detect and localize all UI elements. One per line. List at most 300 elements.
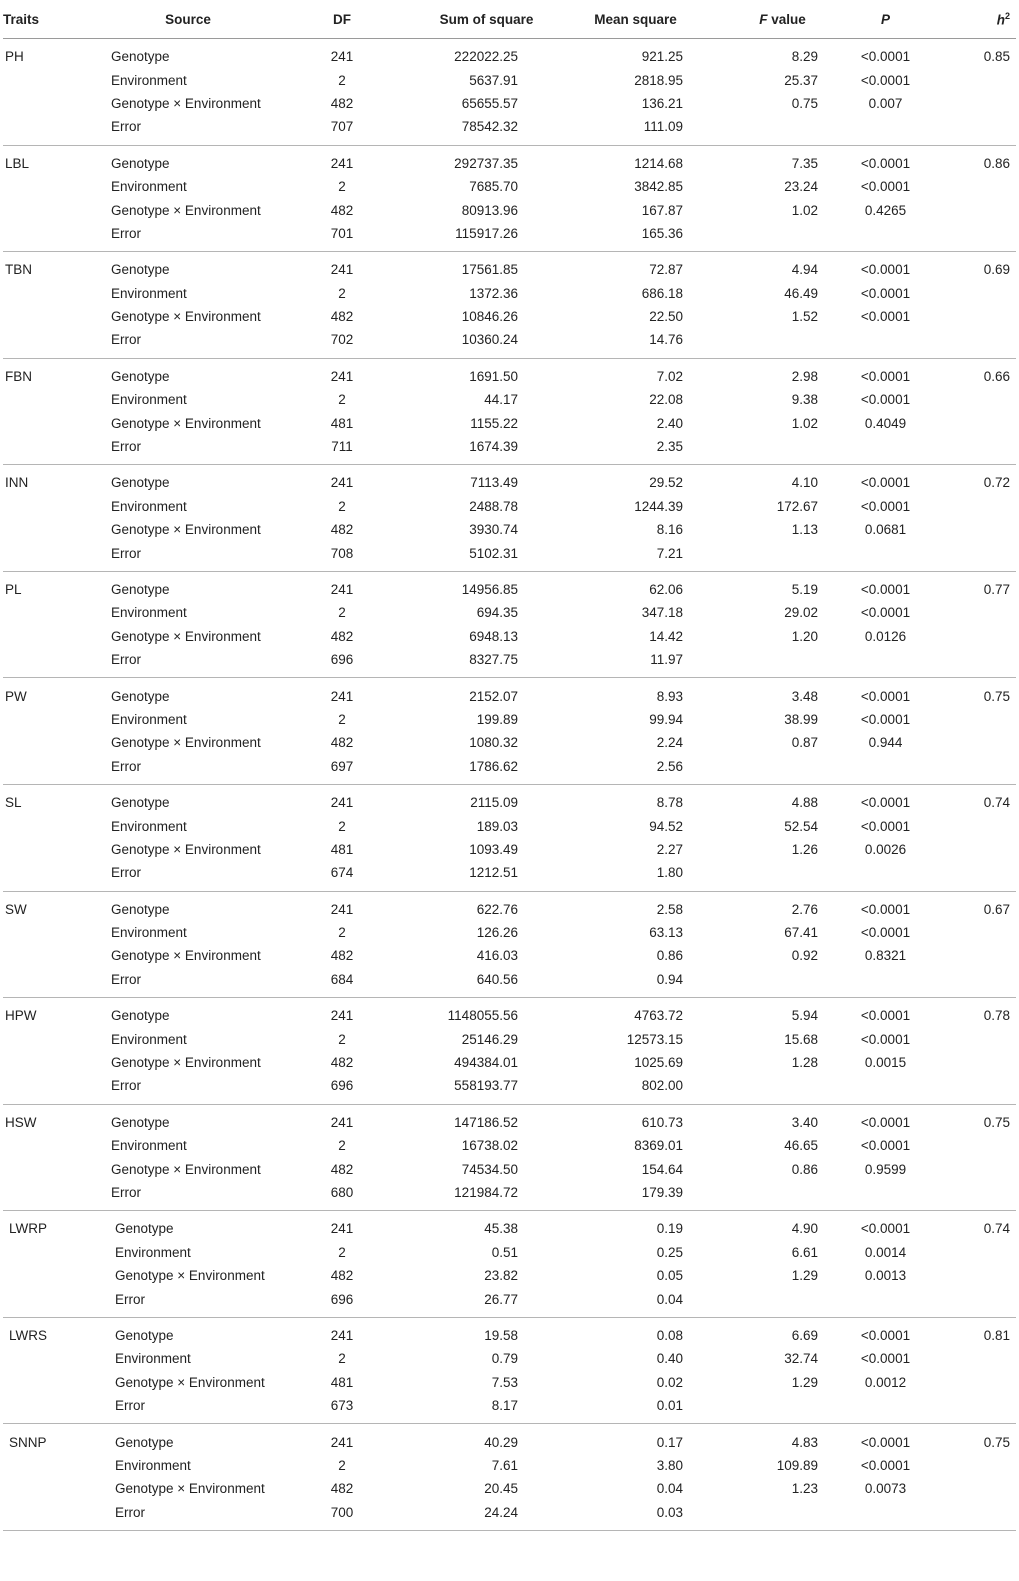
- table-row: [3, 998, 1016, 1028]
- source-cell: Error: [107, 435, 289, 465]
- sum-of-square-cell: 0.51: [491, 1244, 518, 1260]
- p-value-cell: <0.0001: [860, 1457, 911, 1473]
- table-row: [3, 1454, 1016, 1477]
- source-cell: Genotype: [111, 1008, 170, 1024]
- table-row: [3, 708, 1016, 731]
- table-row: [3, 1264, 1016, 1287]
- p-value-cell: <0.0001: [860, 582, 911, 597]
- table-row: [3, 1347, 1016, 1370]
- table-row: [3, 1241, 1016, 1264]
- trait-cell: [3, 1287, 107, 1317]
- heritability-cell: 0.85: [983, 49, 1010, 65]
- trait-cell: [3, 731, 107, 754]
- source-cell: Genotype: [111, 1114, 170, 1130]
- trait-cell: [3, 68, 107, 91]
- source-cell: Genotype: [111, 49, 170, 65]
- f-value-cell: 6.61: [791, 1244, 818, 1260]
- source-cell: Genotype × Environment: [111, 95, 261, 111]
- heritability-cell: [939, 861, 1016, 891]
- heritability-cell: [939, 1051, 1016, 1074]
- mean-square-cell: 1.80: [538, 861, 693, 891]
- table-row: [3, 625, 1016, 648]
- trait-cell: [3, 518, 107, 541]
- mean-square-cell: 94.52: [649, 818, 683, 834]
- p-value-cell: 0.0013: [864, 1268, 907, 1284]
- trait-cell: HPW: [5, 1008, 37, 1024]
- source-cell: Error: [107, 968, 289, 998]
- df-cell: 2: [338, 605, 346, 621]
- trait-cell: PH: [5, 49, 24, 65]
- trait-cell: [3, 1394, 107, 1424]
- heritability-cell: 0.77: [983, 582, 1010, 597]
- sum-of-square-cell: 1372.36: [469, 285, 518, 301]
- f-value-cell: 4.10: [791, 475, 818, 491]
- f-value-cell: 4.88: [791, 795, 818, 811]
- p-value-cell: [832, 222, 939, 252]
- f-value-cell: 1.13: [791, 522, 818, 538]
- sum-of-square-cell: 1786.62: [395, 755, 538, 785]
- mean-square-cell: 63.13: [649, 925, 683, 941]
- source-cell: Genotype × Environment: [111, 735, 261, 751]
- df-cell: 673: [289, 1394, 395, 1424]
- df-cell: 708: [289, 541, 395, 571]
- heritability-cell: [939, 838, 1016, 861]
- mean-square-cell: 686.18: [641, 285, 683, 301]
- mean-square-cell: 2.27: [656, 841, 683, 857]
- trait-cell: FBN: [5, 368, 32, 384]
- df-cell: 674: [289, 861, 395, 891]
- source-cell: Genotype × Environment: [111, 948, 261, 964]
- source-cell: Environment: [115, 1244, 191, 1260]
- heritability-cell: 0.67: [983, 901, 1010, 917]
- trait-cell: [3, 708, 107, 731]
- f-value-cell: 1.02: [791, 415, 818, 431]
- mean-square-cell: 167.87: [641, 202, 683, 218]
- f-value-cell: [693, 1181, 832, 1211]
- header-f-value: [693, 0, 832, 39]
- trait-cell: INN: [5, 475, 29, 491]
- trait-cell: SW: [5, 901, 27, 917]
- p-value-cell: <0.0001: [860, 711, 911, 727]
- mean-square-cell: 3842.85: [634, 179, 683, 195]
- mean-square-cell: 165.36: [538, 222, 693, 252]
- trait-cell: [3, 541, 107, 571]
- f-value-cell: 29.02: [784, 605, 818, 621]
- f-value-cell: 1.28: [791, 1055, 818, 1071]
- trait-cell: [3, 838, 107, 861]
- mean-square-cell: 3.80: [656, 1457, 683, 1473]
- sum-of-square-cell: 416.03: [476, 948, 518, 964]
- heritability-cell: [939, 495, 1016, 518]
- header-traits: Traits: [3, 0, 107, 39]
- header-row: [3, 0, 1016, 39]
- df-cell: 482: [330, 948, 354, 964]
- f-value-cell: 109.89: [776, 1457, 818, 1473]
- sum-of-square-cell: 1155.22: [470, 415, 518, 431]
- sum-of-square-cell: 14956.85: [461, 582, 518, 597]
- f-value-cell: 23.24: [784, 179, 818, 195]
- heritability-cell: [939, 1394, 1016, 1424]
- df-cell: 241: [330, 582, 354, 597]
- mean-square-cell: 2.35: [538, 435, 693, 465]
- sum-of-square-cell: 6948.13: [469, 628, 518, 644]
- mean-square-cell: 0.01: [538, 1394, 693, 1424]
- mean-square-cell: 2.24: [656, 735, 683, 751]
- p-value-cell: <0.0001: [860, 925, 911, 941]
- heritability-cell: [939, 1454, 1016, 1477]
- trait-cell: [3, 411, 107, 434]
- mean-square-cell: 99.94: [649, 711, 683, 727]
- p-value-cell: [832, 1181, 939, 1211]
- heritability-cell: 0.75: [983, 1434, 1010, 1450]
- df-cell: 482: [330, 95, 354, 111]
- sum-of-square-cell: 44.17: [484, 392, 518, 408]
- sum-of-square-cell: 26.77: [395, 1287, 538, 1317]
- df-cell: 241: [330, 262, 354, 278]
- heritability-cell: [939, 601, 1016, 624]
- p-value-cell: 0.4049: [864, 415, 907, 431]
- sum-of-square-cell: 1080.32: [469, 735, 518, 751]
- mean-square-cell: 8.93: [656, 688, 683, 704]
- table-row: [3, 601, 1016, 624]
- sum-of-square-cell: 80913.96: [461, 202, 518, 218]
- f-value-cell: 0.75: [791, 95, 818, 111]
- f-value-cell: 1.02: [791, 202, 818, 218]
- p-value-cell: [832, 541, 939, 571]
- heritability-cell: 0.69: [983, 262, 1010, 278]
- source-cell: Genotype × Environment: [115, 1374, 265, 1390]
- mean-square-cell: 2.58: [656, 901, 683, 917]
- f-value-cell: [693, 755, 832, 785]
- sum-of-square-cell: 115917.26: [395, 222, 538, 252]
- p-value-cell: [832, 115, 939, 145]
- sum-of-square-cell: 0.79: [491, 1351, 518, 1367]
- p-value-cell: <0.0001: [860, 262, 911, 278]
- df-cell: 482: [330, 1161, 354, 1177]
- trait-cell: [3, 861, 107, 891]
- table-row: [3, 495, 1016, 518]
- df-cell: 2: [338, 1351, 346, 1367]
- df-cell: 482: [330, 202, 354, 218]
- p-value-cell: <0.0001: [860, 72, 911, 88]
- source-cell: Environment: [111, 711, 187, 727]
- source-cell: Genotype: [111, 368, 170, 384]
- source-cell: Error: [107, 1181, 289, 1211]
- df-cell: 711: [289, 435, 395, 465]
- p-value-cell: <0.0001: [860, 1031, 911, 1047]
- p-value-cell: [832, 328, 939, 358]
- table-row: [3, 861, 1016, 891]
- p-value-cell: 0.0012: [864, 1374, 907, 1390]
- p-value-cell: <0.0001: [860, 475, 911, 491]
- source-cell: Error: [107, 328, 289, 358]
- table-row: [3, 518, 1016, 541]
- p-value-cell: <0.0001: [860, 1221, 911, 1237]
- df-cell: 482: [330, 1481, 354, 1497]
- table-row: [3, 388, 1016, 411]
- trait-cell: SNNP: [9, 1434, 47, 1450]
- mean-square-cell: 0.04: [656, 1481, 683, 1497]
- df-cell: 684: [289, 968, 395, 998]
- table-row: [3, 222, 1016, 252]
- p-value-cell: <0.0001: [860, 688, 911, 704]
- heritability-cell: [939, 1134, 1016, 1157]
- df-cell: 2: [338, 285, 346, 301]
- heritability-cell: [939, 755, 1016, 785]
- df-cell: 2: [338, 1244, 346, 1260]
- source-cell: Genotype: [115, 1434, 174, 1450]
- f-value-cell: 3.48: [791, 688, 818, 704]
- source-cell: Environment: [111, 285, 187, 301]
- f-value-cell: [693, 968, 832, 998]
- trait-cell: [3, 435, 107, 465]
- df-cell: 241: [330, 1114, 354, 1130]
- heritability-cell: [939, 1500, 1016, 1530]
- sum-of-square-cell: 10846.26: [461, 309, 518, 325]
- table-row: [3, 571, 1016, 601]
- sum-of-square-cell: 20.45: [484, 1481, 518, 1497]
- sum-of-square-cell: 23.82: [484, 1268, 518, 1284]
- p-value-cell: 0.0026: [864, 841, 907, 857]
- mean-square-cell: 0.25: [656, 1244, 683, 1260]
- source-cell: Environment: [111, 392, 187, 408]
- header-f-label: value: [767, 11, 806, 27]
- trait-cell: [3, 1371, 107, 1394]
- p-value-cell: [832, 861, 939, 891]
- heritability-cell: [939, 921, 1016, 944]
- heritability-cell: [939, 305, 1016, 328]
- heritability-cell: [939, 1027, 1016, 1050]
- p-value-cell: [832, 1074, 939, 1104]
- mean-square-cell: 1244.39: [634, 498, 683, 514]
- source-cell: Environment: [111, 605, 187, 621]
- heritability-cell: [939, 1371, 1016, 1394]
- mean-square-cell: 11.97: [538, 648, 693, 678]
- df-cell: 241: [330, 1008, 354, 1024]
- sum-of-square-cell: 7685.70: [469, 179, 518, 195]
- p-value-cell: <0.0001: [860, 179, 911, 195]
- f-value-cell: [693, 115, 832, 145]
- mean-square-cell: 4763.72: [634, 1008, 683, 1024]
- source-cell: Genotype × Environment: [111, 1055, 261, 1071]
- trait-cell: [3, 1027, 107, 1050]
- df-cell: 482: [330, 1268, 354, 1284]
- header-heritability: [939, 0, 1016, 39]
- source-cell: Genotype × Environment: [111, 415, 261, 431]
- mean-square-cell: 136.21: [641, 95, 683, 111]
- df-cell: 482: [330, 628, 354, 644]
- source-cell: Error: [107, 115, 289, 145]
- p-value-cell: <0.0001: [860, 605, 911, 621]
- df-cell: 481: [330, 415, 354, 431]
- mean-square-cell: 2.56: [538, 755, 693, 785]
- mean-square-cell: 7.02: [656, 368, 683, 384]
- df-cell: 241: [330, 688, 354, 704]
- p-value-cell: <0.0001: [860, 1138, 911, 1154]
- mean-square-cell: 0.94: [538, 968, 693, 998]
- mean-square-cell: 0.19: [656, 1221, 683, 1237]
- sum-of-square-cell: 1674.39: [395, 435, 538, 465]
- mean-square-cell: 1214.68: [634, 155, 683, 171]
- sum-of-square-cell: 45.38: [484, 1221, 518, 1237]
- f-value-cell: 7.35: [791, 155, 818, 171]
- trait-cell: HSW: [5, 1114, 37, 1130]
- heritability-cell: [939, 175, 1016, 198]
- p-value-cell: 0.4265: [864, 202, 907, 218]
- trait-cell: [3, 1074, 107, 1104]
- df-cell: 2: [338, 179, 346, 195]
- p-value-cell: <0.0001: [860, 498, 911, 514]
- f-value-cell: 46.49: [784, 285, 818, 301]
- mean-square-cell: 347.18: [641, 605, 683, 621]
- trait-cell: PL: [5, 582, 22, 597]
- sum-of-square-cell: 8327.75: [395, 648, 538, 678]
- source-cell: Genotype: [115, 1221, 174, 1237]
- df-cell: 241: [330, 1327, 354, 1343]
- heritability-cell: [939, 92, 1016, 115]
- trait-cell: LWRP: [9, 1221, 48, 1237]
- p-value-cell: <0.0001: [860, 1351, 911, 1367]
- source-cell: Error: [107, 861, 289, 891]
- source-cell: Environment: [111, 1031, 187, 1047]
- f-value-cell: 1.26: [791, 841, 818, 857]
- df-cell: 2: [338, 1138, 346, 1154]
- sum-of-square-cell: 19.58: [484, 1327, 518, 1343]
- mean-square-cell: 0.08: [656, 1327, 683, 1343]
- df-cell: 701: [289, 222, 395, 252]
- table-row: [3, 968, 1016, 998]
- table-row: [3, 541, 1016, 571]
- mean-square-cell: 802.00: [538, 1074, 693, 1104]
- trait-cell: PW: [5, 688, 27, 704]
- p-value-cell: <0.0001: [860, 285, 911, 301]
- table-row: [3, 252, 1016, 282]
- mean-square-cell: 0.05: [656, 1268, 683, 1284]
- heritability-cell: 0.86: [983, 155, 1010, 171]
- df-cell: 241: [330, 1221, 354, 1237]
- df-cell: 2: [338, 925, 346, 941]
- df-cell: 482: [330, 735, 354, 751]
- mean-square-cell: 22.50: [649, 309, 683, 325]
- source-cell: Genotype × Environment: [115, 1268, 265, 1284]
- table-row: [3, 784, 1016, 814]
- source-cell: Error: [107, 755, 289, 785]
- sum-of-square-cell: 74534.50: [461, 1161, 518, 1177]
- trait-cell: LBL: [5, 155, 30, 171]
- table-row: [3, 305, 1016, 328]
- f-value-cell: [693, 435, 832, 465]
- mean-square-cell: 2818.95: [634, 72, 683, 88]
- source-cell: Environment: [115, 1351, 191, 1367]
- mean-square-cell: 14.42: [649, 628, 683, 644]
- f-value-cell: 46.65: [784, 1138, 818, 1154]
- trait-cell: [3, 92, 107, 115]
- trait-cell: TBN: [5, 262, 32, 278]
- trait-cell: [3, 388, 107, 411]
- f-value-cell: 6.69: [791, 1327, 818, 1343]
- mean-square-cell: 0.40: [656, 1351, 683, 1367]
- table-body: [3, 39, 1016, 1531]
- table-row: [3, 435, 1016, 465]
- f-value-cell: 8.29: [791, 49, 818, 65]
- heritability-cell: [939, 435, 1016, 465]
- f-value-cell: [693, 1287, 832, 1317]
- table-row: [3, 68, 1016, 91]
- header-h-exponent: 2: [1004, 10, 1010, 21]
- heritability-cell: [939, 222, 1016, 252]
- mean-square-cell: 610.73: [641, 1114, 683, 1130]
- f-value-cell: 1.29: [791, 1374, 818, 1390]
- header-source: Source: [107, 0, 289, 39]
- sum-of-square-cell: 40.29: [484, 1434, 518, 1450]
- table-row: [3, 731, 1016, 754]
- heritability-cell: [939, 648, 1016, 678]
- source-cell: Error: [107, 1500, 289, 1530]
- source-cell: Environment: [111, 818, 187, 834]
- header-mean-square: Mean square: [538, 0, 693, 39]
- df-cell: 482: [330, 522, 354, 538]
- table-row: [3, 145, 1016, 175]
- trait-cell: [3, 1454, 107, 1477]
- heritability-cell: [939, 518, 1016, 541]
- f-value-cell: 32.74: [784, 1351, 818, 1367]
- sum-of-square-cell: 16738.02: [461, 1138, 518, 1154]
- trait-cell: [3, 1347, 107, 1370]
- f-value-cell: 1.29: [791, 1268, 818, 1284]
- table-row: [3, 1074, 1016, 1104]
- header-sum-of-square: Sum of square: [395, 0, 538, 39]
- heritability-cell: [939, 328, 1016, 358]
- p-value-cell: <0.0001: [860, 155, 911, 171]
- p-value-cell: <0.0001: [860, 309, 911, 325]
- table-row: [3, 1157, 1016, 1180]
- source-cell: Environment: [111, 179, 187, 195]
- table-row: [3, 1371, 1016, 1394]
- heritability-cell: [939, 1181, 1016, 1211]
- table-row: [3, 1477, 1016, 1500]
- f-value-cell: 4.90: [791, 1221, 818, 1237]
- heritability-cell: [939, 968, 1016, 998]
- p-value-cell: 0.9599: [864, 1161, 907, 1177]
- mean-square-cell: 72.87: [649, 262, 683, 278]
- p-value-cell: 0.0073: [864, 1481, 907, 1497]
- mean-square-cell: 179.39: [538, 1181, 693, 1211]
- table-row: [3, 678, 1016, 708]
- sum-of-square-cell: 640.56: [395, 968, 538, 998]
- trait-cell: [3, 1157, 107, 1180]
- source-cell: Genotype × Environment: [111, 841, 261, 857]
- p-value-cell: <0.0001: [860, 368, 911, 384]
- sum-of-square-cell: 78542.32: [395, 115, 538, 145]
- heritability-cell: [939, 1157, 1016, 1180]
- heritability-cell: [939, 68, 1016, 91]
- df-cell: 481: [330, 841, 354, 857]
- df-cell: 241: [330, 49, 354, 65]
- df-cell: 241: [330, 475, 354, 491]
- sum-of-square-cell: 7113.49: [470, 475, 518, 491]
- sum-of-square-cell: 5637.91: [469, 72, 518, 88]
- p-value-cell: [832, 1500, 939, 1530]
- df-cell: 2: [338, 1457, 346, 1473]
- header-h-symbol: h: [996, 12, 1005, 28]
- mean-square-cell: 2.40: [656, 415, 683, 431]
- f-value-cell: 9.38: [791, 392, 818, 408]
- heritability-cell: 0.72: [983, 475, 1010, 491]
- sum-of-square-cell: 292737.35: [454, 155, 518, 171]
- f-value-cell: [693, 648, 832, 678]
- sum-of-square-cell: 199.89: [476, 711, 518, 727]
- table-row: [3, 358, 1016, 388]
